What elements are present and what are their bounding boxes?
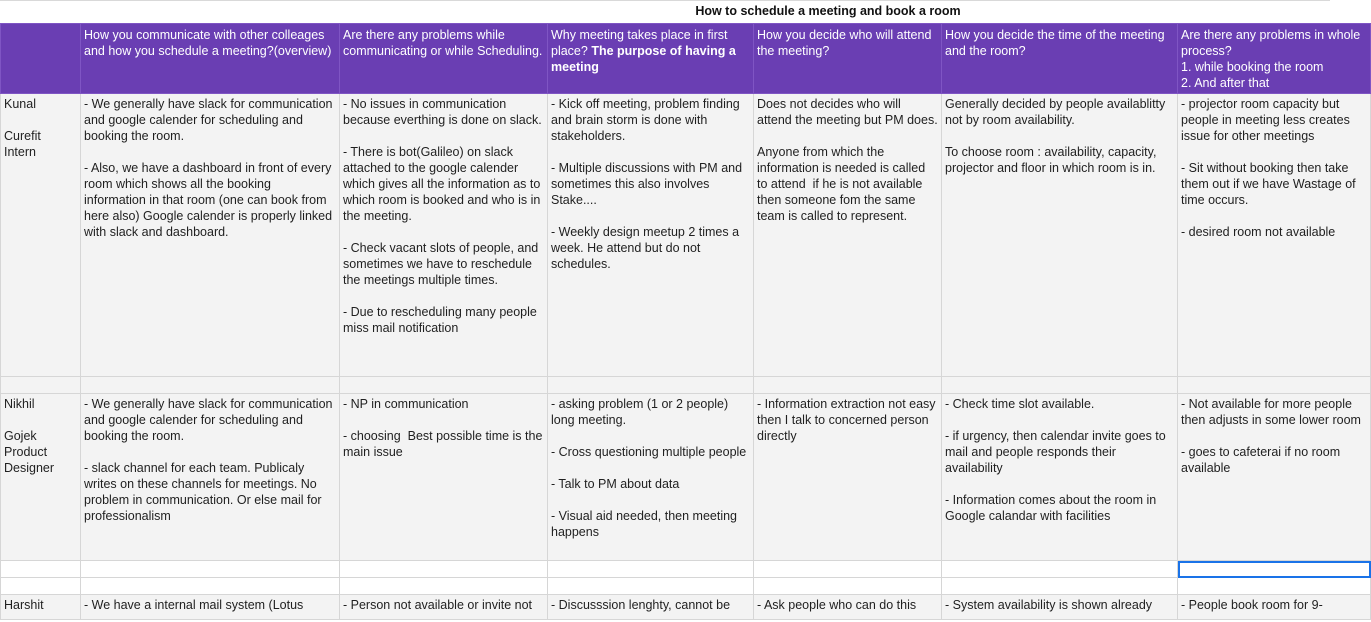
empty-cell[interactable] (548, 377, 754, 394)
empty-cell[interactable] (1, 377, 81, 394)
table-cell[interactable]: - Ask people who can do this (754, 595, 942, 620)
empty-row (1, 377, 1371, 394)
header-cell-why-meeting[interactable] (548, 24, 754, 94)
empty-cell[interactable] (340, 578, 548, 595)
header-cell-who-attends[interactable]: How you decide who will attend the meeting? (754, 24, 942, 94)
empty-cell[interactable] (1, 578, 81, 595)
table-cell[interactable]: - We have a internal mail system (Lotus (81, 595, 340, 620)
empty-cell[interactable] (548, 561, 754, 578)
header-cell-problems[interactable]: Are there any problems while communicating or while Scheduling. (340, 24, 548, 94)
table-cell[interactable]: - Kick off meeting, problem finding and brain storm is done with stakeholders. - Multiple discussions with PM and sometimes this also involves Stake.... - Weekly design meetup 2 times a week. He attend but do not schedules. (548, 94, 754, 377)
empty-cell[interactable] (942, 377, 1178, 394)
table-cell[interactable]: - We generally have slack for communication and google calender for scheduling and booking the room. - Also, we have a dashboard in front of every room which shows all the booking information in that room (one can book from here also) Google calender is properly linked with slack and dashboard. (81, 94, 340, 377)
table-cell[interactable]: - projector room capacity but people in meeting less creates issue for other meetings - Sit without booking then take them out if we have Wastage of time occurs. - desired room not available (1178, 94, 1371, 377)
header-cell-time-room[interactable]: How you decide the time of the meeting and the room? (942, 24, 1178, 94)
empty-cell[interactable] (754, 561, 942, 578)
header-purpose-bold: The purpose of having a meeting (551, 44, 740, 74)
empty-row (1, 578, 1371, 595)
table-cell[interactable]: - asking problem (1 or 2 people) long meeting. - Cross questioning multiple people - Talk to PM about data - Visual aid needed, then meeting happens (548, 394, 754, 561)
header-cell-communication[interactable]: How you communicate with other colleages and how you schedule a meeting?(overview) (81, 24, 340, 94)
table-cell[interactable]: - We generally have slack for communication and google calender for scheduling and booking the room. - slack channel for each team. Publicaly writes on these channels for meetings. No problem in communication. Or else mail for professionalism (81, 394, 340, 561)
person-cell[interactable]: Harshit (1, 595, 81, 620)
empty-cell[interactable] (340, 561, 548, 578)
table-cell[interactable]: Generally decided by people availablitty not by room availability. To choose room : availability, capacity, projector and floor in which room is in. (942, 94, 1178, 377)
selected-cell[interactable] (1178, 561, 1371, 578)
sheet-title[interactable]: How to schedule a meeting and book a room (695, 4, 961, 18)
header-why-text: Why meeting takes place in first place? (551, 28, 731, 58)
table-cell[interactable]: - People book room for 9- (1178, 595, 1371, 620)
header-row (1, 24, 1371, 94)
empty-cell[interactable] (942, 578, 1178, 595)
empty-cell[interactable] (81, 561, 340, 578)
empty-cell[interactable] (754, 377, 942, 394)
table-row (1, 394, 1371, 561)
person-cell[interactable]: Nikhil Gojek Product Designer (1, 394, 81, 561)
table-cell[interactable]: - Not available for more people then adjusts in some lower room - goes to cafeterai if no room available (1178, 394, 1371, 561)
empty-cell[interactable] (1178, 377, 1371, 394)
empty-cell[interactable] (340, 377, 548, 394)
empty-cell[interactable] (1, 561, 81, 578)
table-cell[interactable]: Does not decides who will attend the meeting but PM does. Anyone from which the information is needed is called to attend if he is not available then someone fom the same team is called to represent. (754, 94, 942, 377)
header-cell-person[interactable] (1, 24, 81, 94)
empty-row (1, 561, 1371, 578)
table-cell[interactable]: - Check time slot available. - if urgency, then calendar invite goes to mail and people responds their availability - Information comes about the room in Google calandar with facilities (942, 394, 1178, 561)
person-cell[interactable]: Kunal Curefit Intern (1, 94, 81, 377)
table-cell[interactable]: - Discusssion lenghty, cannot be (548, 595, 754, 620)
empty-cell[interactable] (81, 377, 340, 394)
empty-cell[interactable] (754, 578, 942, 595)
empty-cell[interactable] (81, 578, 340, 595)
header-cell-whole-process[interactable]: Are there any problems in whole process? 1. while booking the room 2. And after that (1178, 24, 1371, 94)
empty-cell[interactable] (942, 561, 1178, 578)
title-row (0, 1, 1330, 24)
table-cell[interactable]: - Information extraction not easy then I talk to concerned person directly (754, 394, 942, 561)
research-table (0, 23, 1371, 620)
table-row (1, 595, 1371, 620)
table-cell[interactable]: - NP in communication - choosing Best possible time is the main issue (340, 394, 548, 561)
table-cell[interactable]: - No issues in communication because everthing is done on slack. - There is bot(Galileo) on slack attached to the google calender which gives all the information as to which room is booked and who is in the meeting. - Check vacant slots of people, and sometimes we have to reschedule the meetings multiple times. - Due to rescheduling many people miss mail notification (340, 94, 548, 377)
table-row (1, 94, 1371, 377)
table-cell[interactable]: - System availability is shown already (942, 595, 1178, 620)
empty-cell[interactable] (1178, 578, 1371, 595)
empty-cell[interactable] (548, 578, 754, 595)
table-cell[interactable]: - Person not available or invite not (340, 595, 548, 620)
